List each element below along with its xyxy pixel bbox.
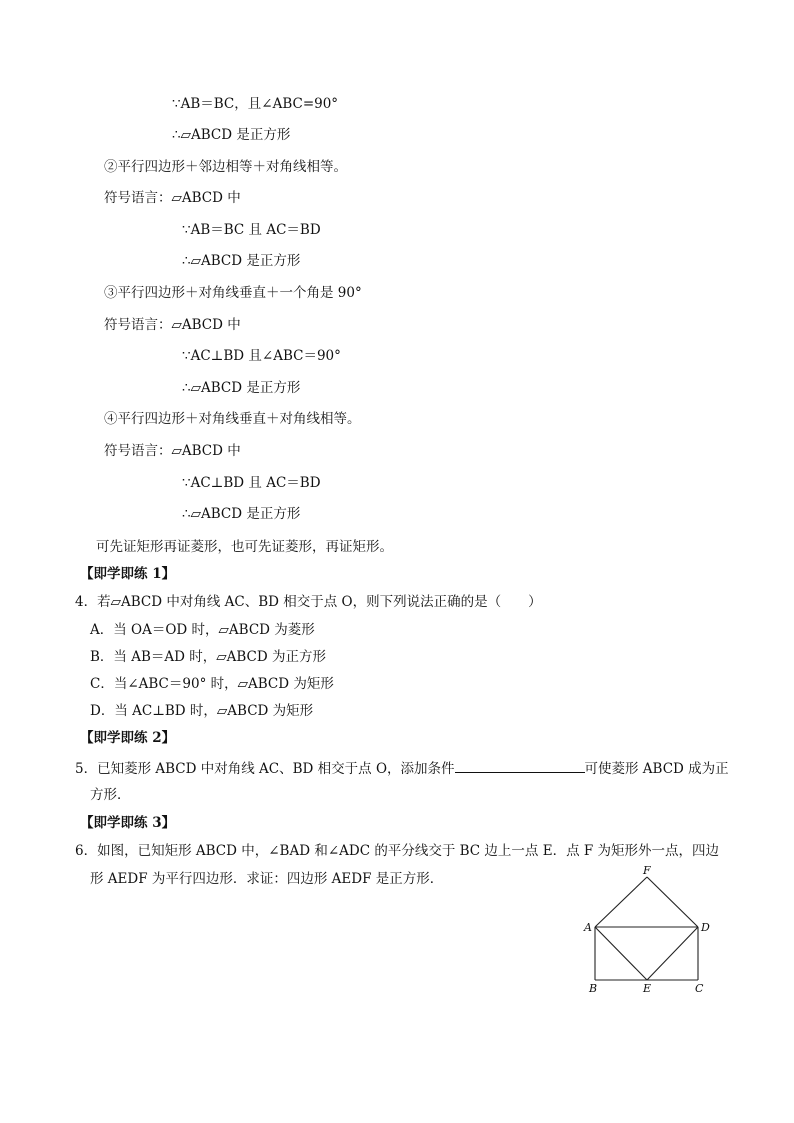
option-c: C．当∠ABC＝90° 时，▱ABCD 为矩形 (90, 676, 334, 692)
summary-note: 可先证矩形再证菱形，也可先证菱形，再证矩形。 (96, 539, 393, 555)
method-heading: ④平行四边形＋对角线垂直＋对角线相等。 (104, 411, 361, 427)
question-continuation: 形 AEDF 为平行四边形．求证：四边形 AEDF 是正方形． (90, 871, 444, 887)
option-a: A．当 OA＝OD 时，▱ABCD 为菱形 (90, 622, 315, 638)
label-b: B (589, 982, 598, 995)
section-heading: 【即学即练 1】 (80, 566, 176, 582)
label-f: F (643, 864, 651, 877)
symbol-language: 符号语言：▱ABCD 中 (104, 317, 241, 333)
question-text: 5．已知菱形 ABCD 中对角线 AC、BD 相交于点 O，添加条件 (75, 761, 455, 777)
proof-line: ∴▱ABCD 是正方形 (182, 506, 301, 522)
question-stem: 6．如图，已知矩形 ABCD 中，∠BAD 和∠ADC 的平分线交于 BC 边上一点 E．点 F 为矩形外一点，四边 (75, 843, 720, 859)
option-b: B．当 AB＝AD 时，▱ABCD 为正方形 (90, 649, 326, 665)
method-heading: ③平行四边形＋对角线垂直＋一个角是 90° (104, 285, 362, 301)
question-stem (75, 758, 729, 778)
label-a: A (584, 921, 592, 934)
proof-line: ∴▱ABCD 是正方形 (182, 380, 301, 396)
option-d: D．当 AC⊥BD 时，▱ABCD 为矩形 (90, 703, 314, 719)
label-d: D (701, 921, 710, 934)
method-heading: ②平行四边形＋邻边相等＋对角线相等。 (104, 159, 347, 175)
proof-line: ∵AB＝BC，且∠ABC=90° (172, 96, 339, 112)
section-heading: 【即学即练 3】 (80, 815, 176, 831)
symbol-language: 符号语言：▱ABCD 中 (104, 190, 241, 206)
symbol-language: 符号语言：▱ABCD 中 (104, 443, 241, 459)
proof-line: ∵AC⊥BD 且 AC＝BD (182, 475, 321, 491)
edge-ae (595, 927, 647, 980)
label-c: C (695, 982, 704, 995)
proof-line: ∵AB＝BC 且 AC＝BD (182, 222, 321, 238)
edge-af (595, 877, 647, 927)
section-heading: 【即学即练 2】 (80, 730, 176, 746)
label-e: E (643, 982, 652, 995)
proof-line: ∵AC⊥BD 且∠ABC＝90° (182, 348, 341, 364)
answer-blank[interactable] (455, 758, 585, 773)
question-text: 可使菱形 ABCD 成为正 (584, 761, 729, 777)
edge-df (647, 877, 698, 927)
question-stem: 4．若▱ABCD 中对角线 AC、BD 相交于点 O，则下列说法正确的是（ ） (75, 594, 542, 610)
proof-line: ∴▱ABCD 是正方形 (182, 253, 301, 269)
edge-de (647, 927, 698, 980)
proof-line: ∴▱ABCD 是正方形 (172, 127, 291, 143)
question-continuation: 方形． (90, 787, 131, 803)
